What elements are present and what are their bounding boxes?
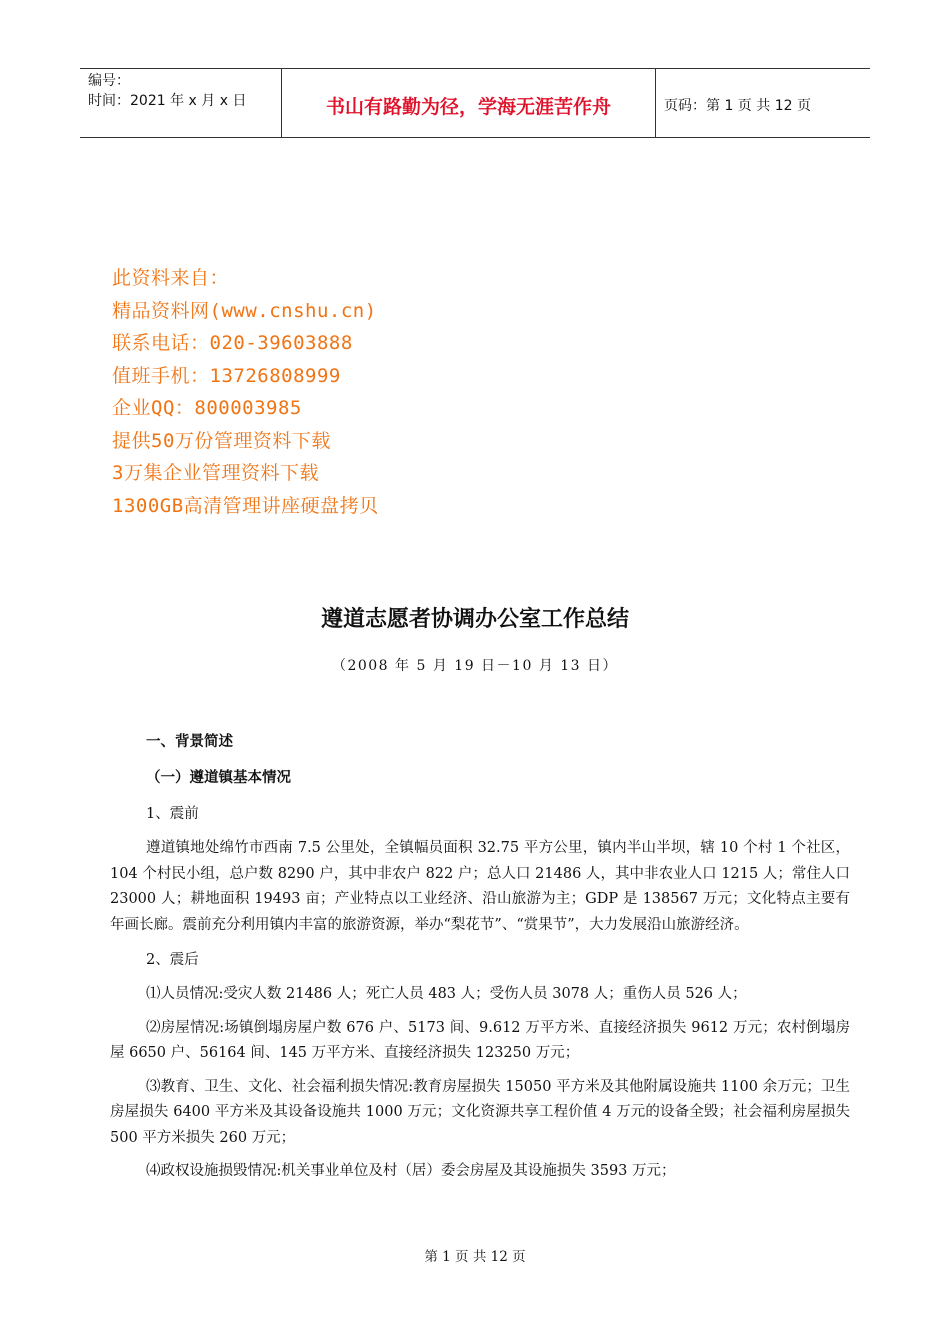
promo-line: 3万集企业管理资料下载: [112, 462, 319, 484]
paragraph: ⑵房屋情况:场镇倒塌房屋户数 676 户、5173 间、9.612 万平方米、直接经济损失 9612 万元；农村倒塌房屋 6650 户、56164 间、145 万平方米、直接经济损失 123250 万元；: [110, 1019, 850, 1061]
item-heading: 1、震前: [146, 806, 199, 822]
header-page-label: 页码：第 1 页 共 12 页: [664, 98, 811, 114]
header-meta: [80, 69, 282, 137]
subsection-heading: （一）遵道镇基本情况: [146, 770, 291, 786]
paragraph: ⑴人员情况:受灾人数 21486 人；死亡人员 483 人；受伤人员 3078 人；重伤人员 526 人；: [146, 986, 747, 1002]
promo-line: 此资料来自：: [112, 267, 230, 289]
time-label: 时间：2021 年 x 月 x 日: [88, 93, 247, 109]
paragraph: ⑶教育、卫生、文化、社会福利损失情况:教育房屋损失 15050 平方米及其他附属设施共 1100 余万元；卫生房屋损失 6400 平方米及其设备设施共 1000 万元；文化资源共享工程价值 4 万元的设备全毁；社会福利房屋损失 500 平方米损失 260 万元；: [110, 1078, 850, 1146]
number-label: 编号：: [88, 73, 130, 89]
promo-line: 值班手机：13726808999: [112, 364, 341, 387]
page-footer: 第 1 页 共 12 页: [424, 1249, 526, 1265]
promo-block: [112, 262, 379, 522]
header-table: [80, 68, 870, 138]
document-body: [110, 728, 850, 1193]
paragraph: 遵道镇地处绵竹市西南 7.5 公里处，全镇幅员面积 32.75 平方公里，镇内半山半坝，辖 10 个村 1 个社区，104 个村民小组，总户数 8290 户，其中非农户 822 户；总人口 21486 人，其中非农业人口 1215 人；常住人口 23000 人；耕地面积 19493 亩；产业特点以工业经济、沿山旅游为主；GDP 是 138567 万元；文化特点主要有年画长廊。震前充分利用镇内丰富的旅游资源，举办“梨花节”、“赏果节”，大力发展沿山旅游经济。: [110, 840, 850, 933]
promo-line: 企业QQ：800003985: [112, 397, 302, 419]
paragraph: ⑷政权设施损毁情况:机关事业单位及村（居）委会房屋及其设施损失 3593 万元；: [146, 1163, 676, 1179]
document-subtitle: （2008 年 5 月 19 日－10 月 13 日）: [331, 658, 619, 674]
promo-line: 1300GB高清管理讲座硬盘拷贝: [112, 494, 379, 517]
promo-line: 联系电话：020-39603888: [112, 332, 353, 354]
document-title: 遵道志愿者协调办公室工作总结: [320, 607, 629, 632]
item-heading: 2、震后: [146, 952, 199, 968]
header-motto: 书山有路勤为径，学海无涯苦作舟: [282, 69, 656, 137]
promo-line: 提供50万份管理资料下载: [112, 429, 331, 452]
section-heading: 一、背景简述: [146, 734, 233, 750]
promo-line: 精品资料网(www.cnshu.cn): [112, 299, 377, 322]
